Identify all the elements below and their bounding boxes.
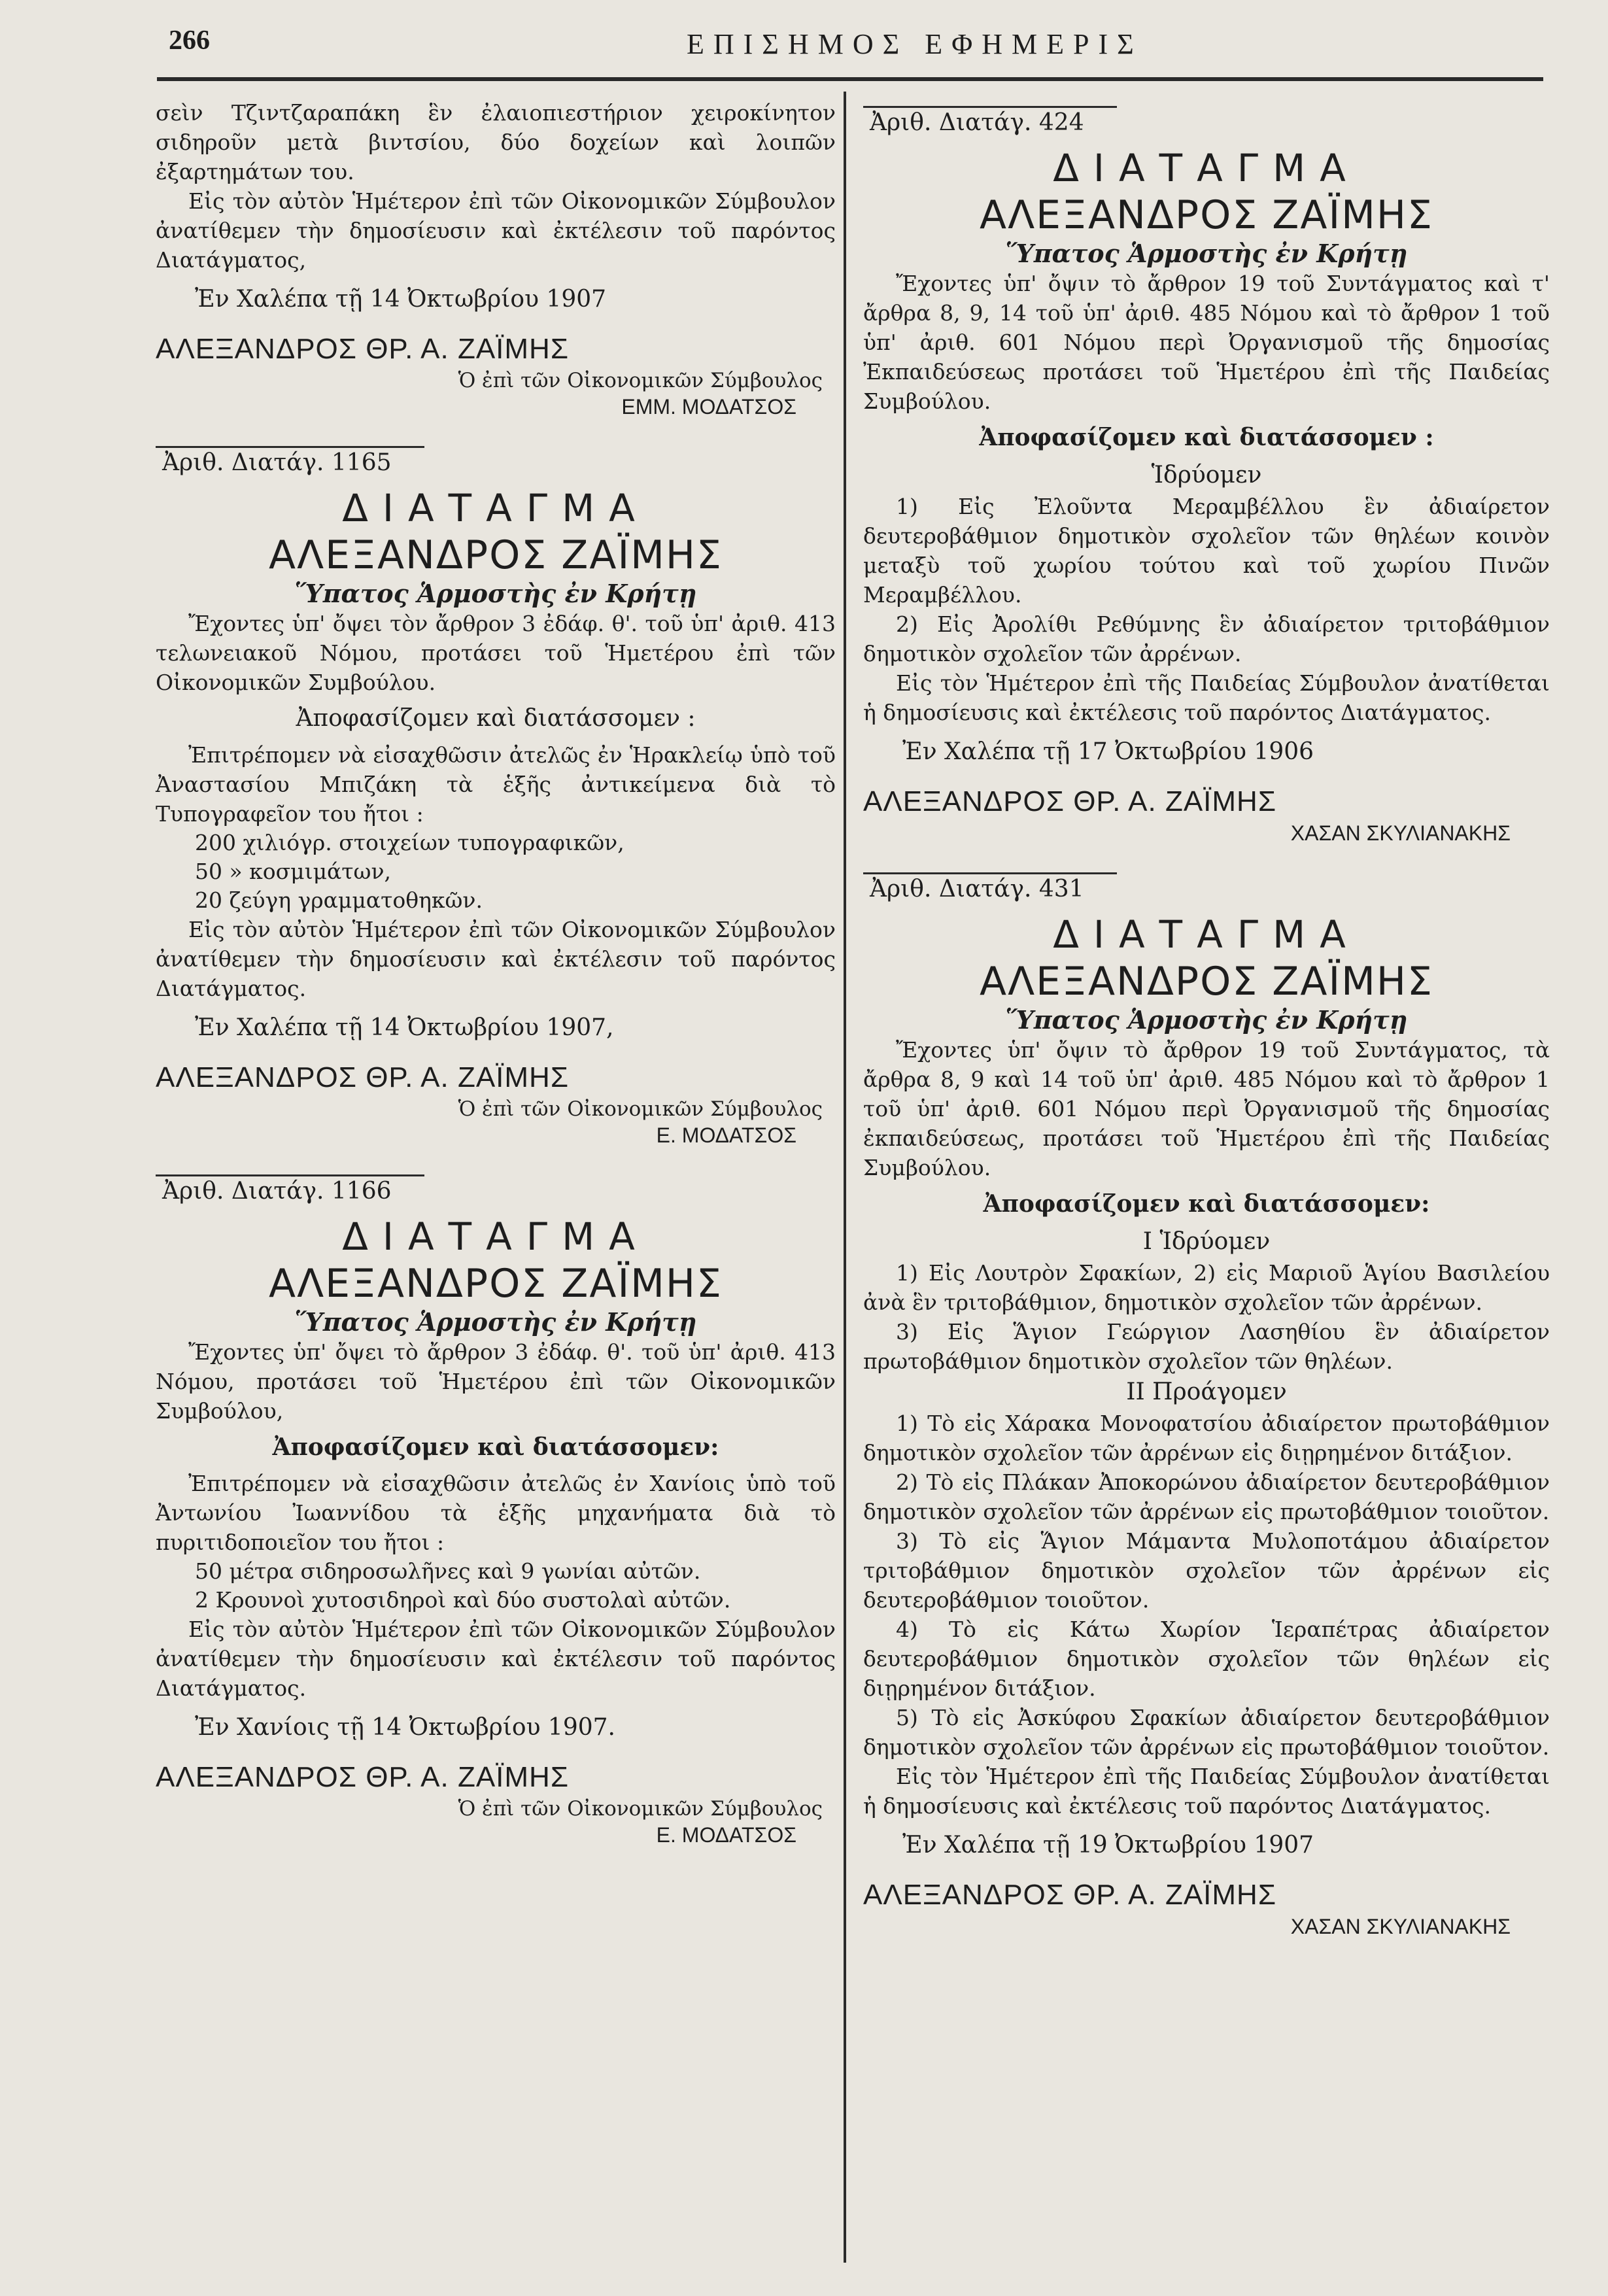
decree-office: Ὕπατος Ἁρμοστὴς ἐν Κρήτῃ xyxy=(294,579,697,608)
countersign-name: ΧΑΣΑΝ ΣΚΥΛΙΑΝΑΚΗΣ xyxy=(1290,1915,1511,1938)
decree-date: Ἐν Χαλέπα τῇ 19 Ὀκτωβρίου 1907 xyxy=(902,1832,1314,1859)
decree-office: Ὕπατος Ἁρμοστὴς ἐν Κρήτῃ xyxy=(1005,239,1408,268)
decree-heading: ΔΙΑΤΑΓΜΑ xyxy=(342,1214,649,1259)
decree-signatory: ΑΛΕΞΑΝΔΡΟΣ ΘΡ. Α. ΖΑΪΜΗΣ xyxy=(863,785,1277,817)
decree-preamble: Ἔχοντες ὑπ' ὄψει τὸν ἄρθρον 3 ἐδάφ. θ'. τοῦ ὑπ' ἀριθ. 413 τελωνειακοῦ Νόμου, προτάσει τοῦ Ἡμετέρου ἐπὶ τῶν Οἰκονομικῶν Συμβούλου. xyxy=(156,611,836,695)
list-item: 3) Εἰς Ἅγιον Γεώργιον Λασηθίου ἓν ἀδιαίρετον πρωτοβάθμιον δημοτικὸν σχολεῖον τῶν θηλέων. xyxy=(863,1319,1550,1374)
decree-heading: ΔΙΑΤΑΓΜΑ xyxy=(342,486,649,530)
decree-number: Ἀριθ. Διατάγ. 424 xyxy=(863,106,1117,141)
decree-signatory: ΑΛΕΞΑΝΔΡΟΣ ΘΡ. Α. ΖΑΪΜΗΣ xyxy=(156,1761,570,1793)
section-heading: Ἱδρύομεν xyxy=(1151,462,1262,488)
decree-issuer: ΑΛΕΞΑΝΔΡΟΣ ΖΑΪΜΗΣ xyxy=(980,192,1433,238)
intro-signatory: ΑΛΕΞΑΝΔΡΟΣ ΘΡ. Α. ΖΑΪΜΗΣ xyxy=(156,333,570,365)
decree-closing: Εἰς τὸν Ἡμέτερον ἐπὶ τῆς Παιδείας Σύμβουλον ἀνατίθεται ἡ δημοσίευσις καὶ ἐκτέλεσις τοῦ παρόντος Διατάγματος. xyxy=(863,1764,1550,1819)
decree-body: Ἐπιτρέπομεν νὰ εἰσαχθῶσιν ἀτελῶς ἐν Χανίοις ὑπὸ τοῦ Ἀντωνίου Ἰωαννίδου τὰ ἑξῆς μηχανήματα διὰ τὸ πυριτιδοποιεῖον του ἤτοι : xyxy=(156,1471,836,1555)
countersign-name: ΧΑΣΑΝ ΣΚΥΛΙΑΝΑΚΗΣ xyxy=(1290,821,1511,845)
decree-preamble: Ἔχοντες ὑπ' ὄψιν τὸ ἄρθρον 19 τοῦ Συντάγματος καὶ τ' ἄρθρα 8, 9, 14 τοῦ ὑπ' ἀριθ. 485 Νόμου καὶ τὸ ἄρθρον 1 τοῦ ὑπ' ἀριθ. 601 Νόμου περὶ Ὀργανισμοῦ τῆς δημοσίας Ἐκπαιδεύσεως προτάσει τοῦ Ἡμετέρου ἐπὶ τῆς Παιδείας Συμβούλου. xyxy=(863,271,1550,414)
decree-1166 xyxy=(156,1148,836,1848)
decree-number: Ἀριθ. Διατάγ. 1166 xyxy=(156,1174,424,1209)
list-item: 200 χιλιόγρ. στοιχείων τυπογραφικῶν, xyxy=(195,830,624,855)
decree-heading: ΔΙΑΤΑΓΜΑ xyxy=(1053,912,1360,957)
countersign-title: Ὁ ἐπὶ τῶν Οἰκονομικῶν Σύμβουλος xyxy=(458,1097,823,1121)
list-item: 5) Τὸ εἰς Ἀσκύφου Σφακίων ἀδιαίρετον δευτεροβάθμιον δημοτικὸν σχολεῖον τῶν ἀρρένων εἰς πρωτοβάθμιον τοιοῦτον. xyxy=(863,1705,1550,1760)
countersign-name: Ε. ΜΟΔΑΤΣΟΣ xyxy=(656,1123,796,1147)
decree-signatory: ΑΛΕΞΑΝΔΡΟΣ ΘΡ. Α. ΖΑΪΜΗΣ xyxy=(863,1879,1277,1911)
decree-preamble: Ἔχοντες ὑπ' ὄψει τὸ ἄρθρον 3 ἐδάφ. θ'. τοῦ ὑπ' ἀριθ. 413 Νόμου, προτάσει τοῦ Ἡμετέρου ἐπὶ τῶν Οἰκονομικῶν Συμβούλου, xyxy=(156,1339,836,1424)
list-item: 50 μέτρα σιδηροσωλῆνες καὶ 9 γωνίαι αὐτῶν. xyxy=(195,1558,701,1584)
list-item: 2) Τὸ εἰς Πλάκαν Ἀποκορώνου ἀδιαίρετον δευτεροβάθμιον δημοτικὸν σχολεῖον τῶν ἀρρένων εἰς πρωτοβάθμιον τοιοῦτον. xyxy=(863,1469,1550,1524)
list-item: 2) Εἰς Ἀρολίθι Ρεθύμνης ἓν ἀδιαίρετον τριτοβάθμιον δημοτικὸν σχολεῖον τῶν ἀρρένων. xyxy=(863,611,1550,666)
decree-office: Ὕπατος Ἁρμοστὴς ἐν Κρήτῃ xyxy=(1005,1005,1408,1035)
list-item: 2 Κρουνοὶ χυτοσιδηροὶ καὶ δύο συστολαὶ αὐτῶν. xyxy=(195,1587,731,1613)
decree-body: Ἐπιτρέπομεν νὰ εἰσαχθῶσιν ἀτελῶς ἐν Ἡρακλείῳ ὑπὸ τοῦ Ἀναστασίου Μπιζάκη τὰ ἑξῆς ἀντικείμενα διὰ τὸ Τυπογραφεῖον του ἤτοι : xyxy=(156,742,836,827)
intro-text: σεὶν Τζιντζαραπάκη ἓν ἐλαιοπιεστήριον χειροκίνητον σιδηροῦν μετὰ βιντσίου, δύο δοχείων καὶ λοιπῶν ἐξαρτημάτων του. xyxy=(156,100,836,184)
decree-issuer: ΑΛΕΞΑΝΔΡΟΣ ΖΑΪΜΗΣ xyxy=(269,532,723,578)
countersign-title: Ὁ ἐπὶ τῶν Οἰκονομικῶν Σύμβουλος xyxy=(458,1797,823,1821)
list-item: 1) Εἰς Λουτρὸν Σφακίων, 2) εἰς Μαριοῦ Ἁγίου Βασιλείου ἀνὰ ἓν τριτοβάθμιον, δημοτικὸν σχολεῖον τῶν ἀρρένων. xyxy=(863,1260,1550,1315)
decree-number: Ἀριθ. Διατάγ. 431 xyxy=(863,872,1117,907)
decree-date: Ἐν Χαλέπα τῇ 17 Ὀκτωβρίου 1906 xyxy=(902,738,1314,765)
decree-closing: Εἰς τὸν αὐτὸν Ἡμέτερον ἐπὶ τῶν Οἰκονομικῶν Σύμβουλον ἀνατίθεμεν τὴν δημοσίευσιν καὶ ἐκτέλεσιν τοῦ παρόντος Διατάγματος. xyxy=(156,917,836,1001)
decree-date: Ἐν Χαλέπα τῇ 14 Ὀκτωβρίου 1907, xyxy=(195,1014,614,1041)
decree-resolve: Ἀποφασίζομεν καὶ διατάσσομεν: xyxy=(272,1433,719,1461)
countersign-name: Ε. ΜΟΔΑΤΣΟΣ xyxy=(656,1823,796,1847)
intro-countersign-title: Ὁ ἐπὶ τῶν Οἰκονομικῶν Σύμβουλος xyxy=(458,369,823,392)
decree-resolve: Ἀποφασίζομεν καὶ διατάσσομεν: xyxy=(983,1190,1430,1218)
decree-preamble: Ἔχοντες ὑπ' ὄψιν τὸ ἄρθρον 19 τοῦ Συντάγματος, τὰ ἄρθρα 8, 9 καὶ 14 τοῦ ὑπ' ἀριθ. 485 Νόμου καὶ τὸ ἄρθρον 1 τοῦ ὑπ' ἀριθ. 601 Νόμου περὶ Ὀργανισμοῦ τῆς δημοσίας ἐκπαιδεύσεως, προτάσει τοῦ Ἡμετέρου ἐπὶ τῆς Παιδείας Συμβούλου. xyxy=(863,1037,1550,1180)
decree-office: Ὕπατος Ἁρμοστὴς ἐν Κρήτῃ xyxy=(294,1307,697,1337)
decree-1165 xyxy=(156,420,836,1148)
running-title: ΕΠΙΣΗΜΟΣ ΕΦΗΜΕΡΙΣ xyxy=(687,28,1143,60)
intro-date: Ἐν Χαλέπα τῇ 14 Ὀκτωβρίου 1907 xyxy=(195,286,607,313)
left-column xyxy=(156,98,836,1848)
page-number: 266 xyxy=(169,26,210,56)
header-rule xyxy=(157,77,1543,81)
decree-resolve: Ἀποφασίζομεν καὶ διατάσσομεν : xyxy=(979,424,1434,451)
intro-closing: Εἰς τὸν αὐτὸν Ἡμέτερον ἐπὶ τῶν Οἰκονομικῶν Σύμβουλον ἀνατίθεμεν τὴν δημοσίευσιν καὶ ἐκτέλεσιν τοῦ παρόντος Διατάγματος, xyxy=(156,188,836,273)
decree-signatory: ΑΛΕΞΑΝΔΡΟΣ ΘΡ. Α. ΖΑΪΜΗΣ xyxy=(156,1061,570,1093)
decree-closing: Εἰς τὸν Ἡμέτερον ἐπὶ τῆς Παιδείας Σύμβουλον ἀνατίθεται ἡ δημοσίευσις καὶ ἐκτέλεσις τοῦ παρόντος Διατάγματος. xyxy=(863,670,1550,725)
section-heading: Ι Ἱδρύομεν xyxy=(1142,1228,1271,1255)
decree-date: Ἐν Χανίοις τῇ 14 Ὀκτωβρίου 1907. xyxy=(195,1714,615,1741)
list-item: 3) Τὸ εἰς Ἅγιον Μάμαντα Μυλοποτάμου ἀδιαίρετον τριτοβάθμιον δημοτικὸν σχολεῖον τῶν ἀρρένων εἰς δευτεροβάθμιον τοιοῦτον. xyxy=(863,1528,1550,1613)
decree-issuer: ΑΛΕΞΑΝΔΡΟΣ ΖΑΪΜΗΣ xyxy=(269,1261,723,1307)
list-item: 4) Τὸ εἰς Κάτω Χωρίον Ἱεραπέτρας ἀδιαίρετον δευτεροβάθμιον δημοτικὸν σχολεῖον τῶν θηλέων εἰς διῃρημένον διτάξιον. xyxy=(863,1617,1550,1701)
decree-431 xyxy=(863,846,1550,1940)
list-item: 1) Εἰς Ἐλοῦντα Μεραμβέλλου ἓν ἀδιαίρετον δευτεροβάθμιον δημοτικὸν σχολεῖον τῶν θηλέων κοινὸν μεταξὺ τοῦ χωρίου τούτου καὶ τοῦ χωρίου Πινῶν Μεραμβέλλου. xyxy=(863,494,1550,608)
decree-number: Ἀριθ. Διατάγ. 1165 xyxy=(156,446,424,481)
section-heading: ΙΙ Προάγομεν xyxy=(1126,1379,1287,1405)
decree-closing: Εἰς τὸν αὐτὸν Ἡμέτερον ἐπὶ τῶν Οἰκονομικῶν Σύμβουλον ἀνατίθεμεν τὴν δημοσίευσιν καὶ ἐκτέλεσιν τοῦ παρόντος Διατάγματος. xyxy=(156,1617,836,1701)
decree-424 xyxy=(863,98,1550,846)
decree-heading: ΔΙΑΤΑΓΜΑ xyxy=(1053,146,1360,190)
list-item: 50 » κοσμιμάτων, xyxy=(195,859,392,884)
list-item: 20 ζεύγη γραμματοθηκῶν. xyxy=(195,887,483,913)
column-rule xyxy=(844,92,846,2263)
decree-issuer: ΑΛΕΞΑΝΔΡΟΣ ΖΑΪΜΗΣ xyxy=(980,959,1433,1004)
decree-resolve: Ἀποφασίζομεν καὶ διατάσσομεν : xyxy=(296,705,696,732)
list-item: 1) Τὸ εἰς Χάρακα Μονοφατσίου ἀδιαίρετον πρωτοβάθμιον δημοτικὸν σχολεῖον τῶν ἀρρένων εἰς διῃρημένον διτάξιον. xyxy=(863,1411,1550,1465)
intro-countersign-name: ΕΜΜ. ΜΟΔΑΤΣΟΣ xyxy=(621,395,796,419)
right-column xyxy=(863,98,1550,1940)
